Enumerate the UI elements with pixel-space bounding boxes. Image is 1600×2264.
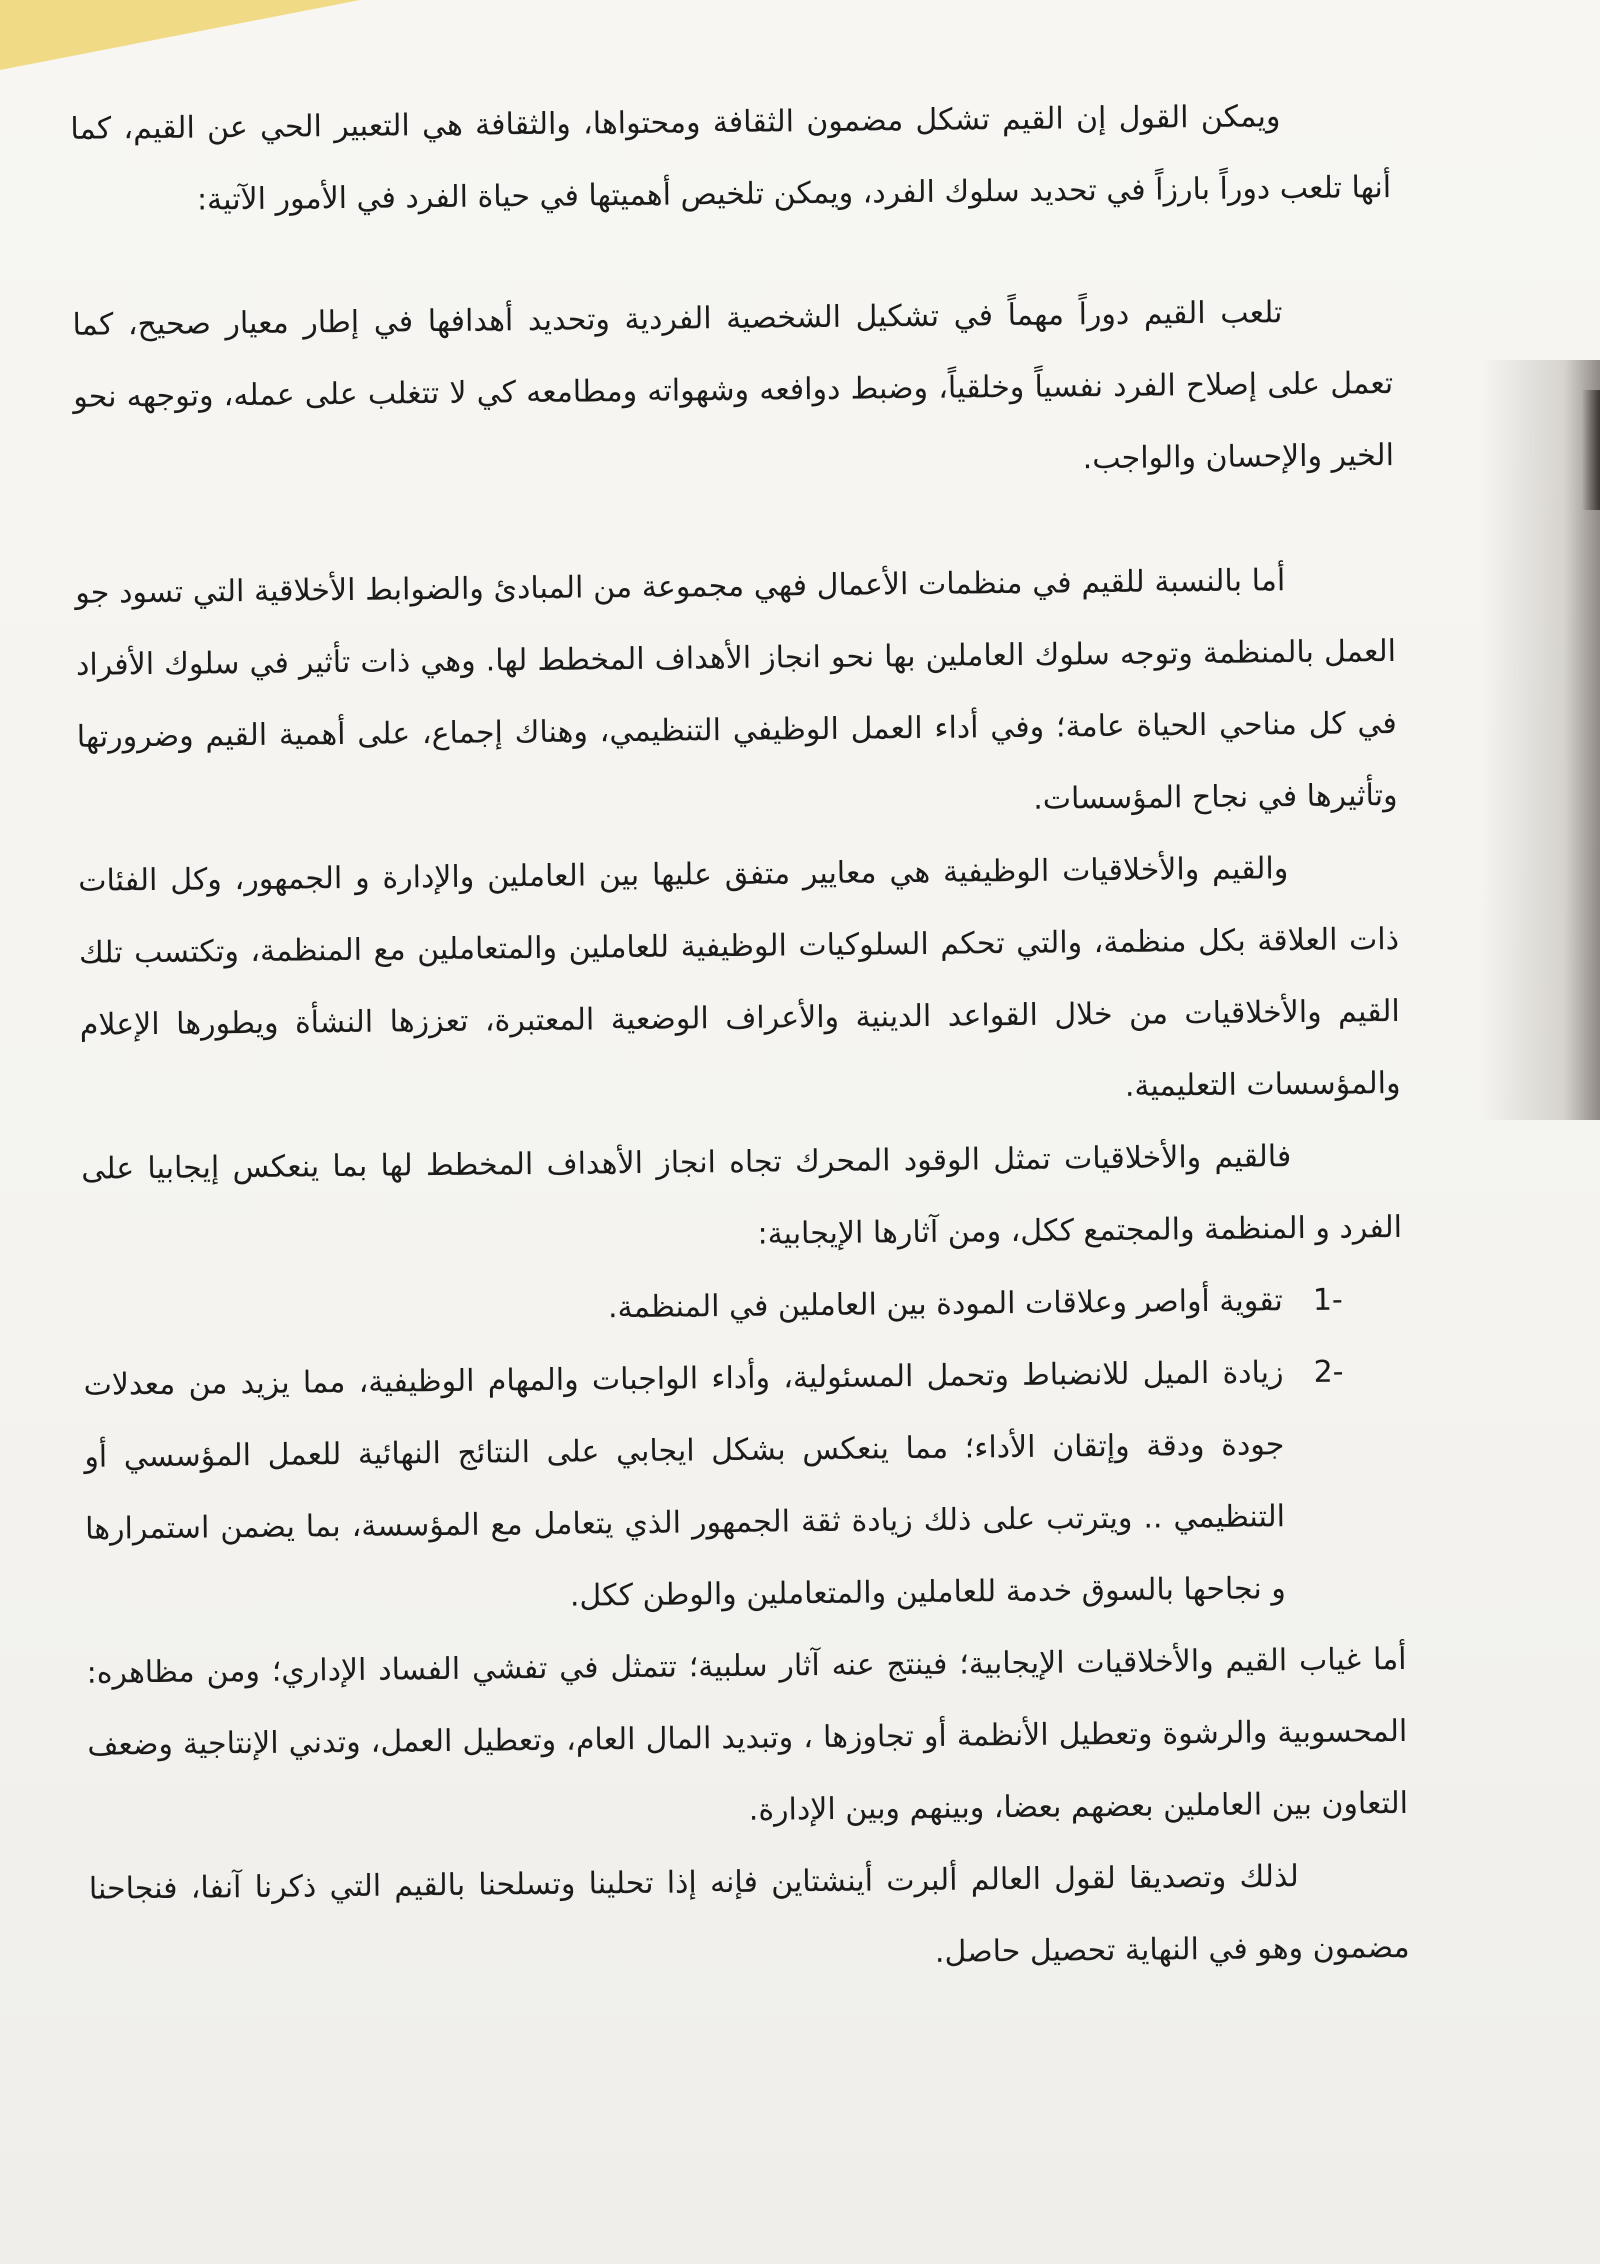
paragraph-positive-effects: فالقيم والأخلاقيات تمثل الوقود المحرك تجاه انجاز الأهداف المخطط لها بما ينعكس إيجابيا على الفرد و المنظمة والمجتمع ككل، ومن آثارها الإيجابية: bbox=[81, 1139, 1403, 1252]
paragraph-values-personality: تلعب القيم دوراً مهماً في تشكيل الشخصية الفردية وتحديد أهدافها في إطار معيار صحيح، كما تعمل على إصلاح الفرد نفسياً وخلقياً، وضبط دوافعه وشهواته ومطامعه كي لا تتغلب على عمله، وتوجهه نحو الخير والإحسان والواجب. bbox=[72, 295, 1395, 477]
list-item bbox=[83, 1337, 1346, 1638]
corner-stain bbox=[0, 0, 360, 70]
list-item-number: -2 bbox=[1313, 1354, 1344, 1390]
document-body bbox=[70, 80, 1410, 2008]
list-item-text: زيادة الميل للانضباط وتحمل المسئولية، وأداء الواجبات والمهام الوظيفية، مما يزيد من معدلات جودة ودقة وإتقان الأداء؛ مما ينعكس بشكل ايجابي على النتائج النهائية للعمل المؤسسي أو التنظيمي .. ويترتب على ذلك زيادة ثقة الجمهور الذي يتعامل مع المؤسسة، بما يضمن استمرارها و نجاحها بالسوق خدمة للعاملين والمتعاملين والوطن ككل. bbox=[83, 1355, 1286, 1614]
paragraph-negative-effects: أما غياب القيم والأخلاقيات الإيجابية؛ فينتج عنه آثار سلبية؛ تتمثل في تفشي الفساد الإداري؛ ومن مظاهره: المحسوبية والرشوة وتعطيل الأنظمة أو تجاوزها ، وتبديد المال العام، وتعطيل العمل، وتدني الإنتاجية وضعف التعاون بين العاملين بعضهم بعضا، وبينهم وبين الإدارة. bbox=[86, 1641, 1409, 1828]
page-edge-dark bbox=[1582, 390, 1600, 510]
paragraph-professional-ethics: والقيم والأخلاقيات الوظيفية هي معايير متفق عليها بين العاملين والإدارة و الجمهور، وكل الفئات ذات العلاقة بكل منظمة، والتي تحكم السلوكيات الوظيفية للعاملين والمتعاملين مع المنظمة، وتكتسب تلك القيم والأخلاقيات من خلال القواعد الدينية والأعراف الوضعية المعتبرة، تعززها النشأة ويطورها الإعلام والمؤسسات التعليمية. bbox=[78, 851, 1401, 1104]
list-item-number: -1 bbox=[1312, 1282, 1343, 1318]
list-item bbox=[82, 1265, 1343, 1350]
paragraph-values-culture: ويمكن القول إن القيم تشكل مضمون الثقافة ومحتواها، والثقافة هي التعبير الحي عن القيم، كما أنها تلعب دوراً بارزاً في تحديد سلوك الفرد، ويمكن تلخيص أهميتها في حياة الفرد في الأمور الآتية: bbox=[70, 99, 1392, 218]
paragraph-values-organizations: أما بالنسبة للقيم في منظمات الأعمال فهي مجموعة من المبادئ والضوابط الأخلاقية التي تسود جو العمل بالمنظمة وتوجه سلوك العاملين بها نحو انجاز الأهداف المخطط لها. وهي ذات تأثير في سلوك الأفراد في كل مناحي الحياة عامة؛ وفي أداء العمل الوظيفي التنظيمي، وهناك إجماع، على أهمية القيم وضرورتها وتأثيرها في نجاح المؤسسات. bbox=[75, 563, 1398, 817]
positive-effects-list bbox=[82, 1264, 1406, 1638]
list-item-text: تقوية أواصر وعلاقات المودة بين العاملين في المنظمة. bbox=[607, 1283, 1283, 1326]
paragraph-conclusion: لذلك وتصديقا لقول العالم ألبرت أينشتاين فإنه إذا تحلينا وتسلحنا بالقيم التي ذكرنا آنفا، فنجاحنا مضمون وهو في النهاية تحصيل حاصل. bbox=[88, 1859, 1410, 1970]
